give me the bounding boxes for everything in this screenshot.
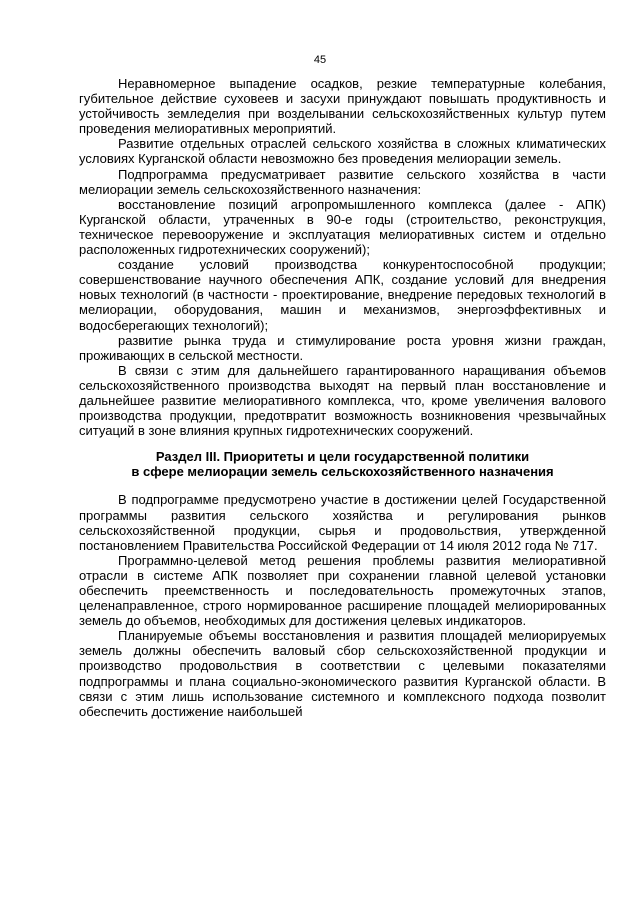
paragraph: Подпрограмма предусматривает развитие сельского хозяйства в части мелиорации земель сельскохозяйственного назначения: <box>79 166 606 197</box>
paragraph: В связи с этим для дальнейшего гарантированного наращивания объемов сельскохозяйственного производства выходят на первый план восстановление и дальнейшее развитие мелиоративного комплекса, что, кроме увеличения валового производства продукции, предотвратит возможность возникновения чрезвычайных ситуаций в зоне влияния крупных гидротехнических сооружений. <box>79 362 606 439</box>
section-heading-line: в сфере мелиорации земель сельскохозяйственного назначения <box>131 464 554 480</box>
section-heading <box>79 449 606 479</box>
paragraph: Планируемые объемы восстановления и развития площадей мелиорируемых земель должны обеспечить валовый сбор сельскохозяйственной продукции и производство продовольствия в соответствии с целевыми показателями подпрограммы и плана социально-экономического развития Курганской области. В связи с этим лишь использование системного и комплексного подхода позволит обеспечить достижение наибольшей <box>79 628 606 719</box>
paragraph: Развитие отдельных отраслей сельского хозяйства в сложных климатических условиях Курганской области невозможно без проведения мелиорации земель. <box>79 136 606 167</box>
document-body <box>79 76 606 719</box>
list-item: создание условий производства конкурентоспособной продукции; совершенствование научного обеспечения АПК, создание условий для внедрения новых технологий (в частности - проектирование, внедрение передовых технологий в мелиорации, оборудования, машин и механизмов, энергоэффективных и водосберегающих технологий); <box>79 257 606 333</box>
page-number: 45 <box>313 54 327 66</box>
list-item: развитие рынка труда и стимулирование роста уровня жизни граждан, проживающих в сельской местности. <box>79 332 606 363</box>
section-heading-line: Раздел III. Приоритеты и цели государственной политики <box>155 449 530 465</box>
list-item: восстановление позиций агропромышленного комплекса (далее - АПК) Курганской области, утраченных в 90-е годы (строительство, реконструкция, техническое перевооружение и эксплуатация мелиоративных систем и отдельно расположенных гидротехнических сооружений); <box>79 196 606 258</box>
paragraph: Неравномерное выпадение осадков, резкие температурные колебания, губительное действие суховеев и засухи принуждают повышать продуктивность и устойчивость земледелия при возделывании сельскохозяйственных культур путем проведения мелиоративных мероприятий. <box>79 76 606 137</box>
paragraph: В подпрограмме предусмотрено участие в достижении целей Государственной программы развития сельского хозяйства и регулирования рынков сельскохозяйственной продукции, сырья и продовольствия, утвержденной постановлением Правительства Российской Федерации от 14 июля 2012 года № 717. <box>79 492 606 553</box>
paragraph: Программно-целевой метод решения проблемы развития мелиоративной отрасли в системе АПК позволяет при сохранении главной целевой установки обеспечить преемственность и последовательность промежуточных этапов, целенаправленное, строго нормированное расширение площадей мелиорированных земель до объемов, необходимых для достижения целевых индикаторов. <box>79 552 606 629</box>
